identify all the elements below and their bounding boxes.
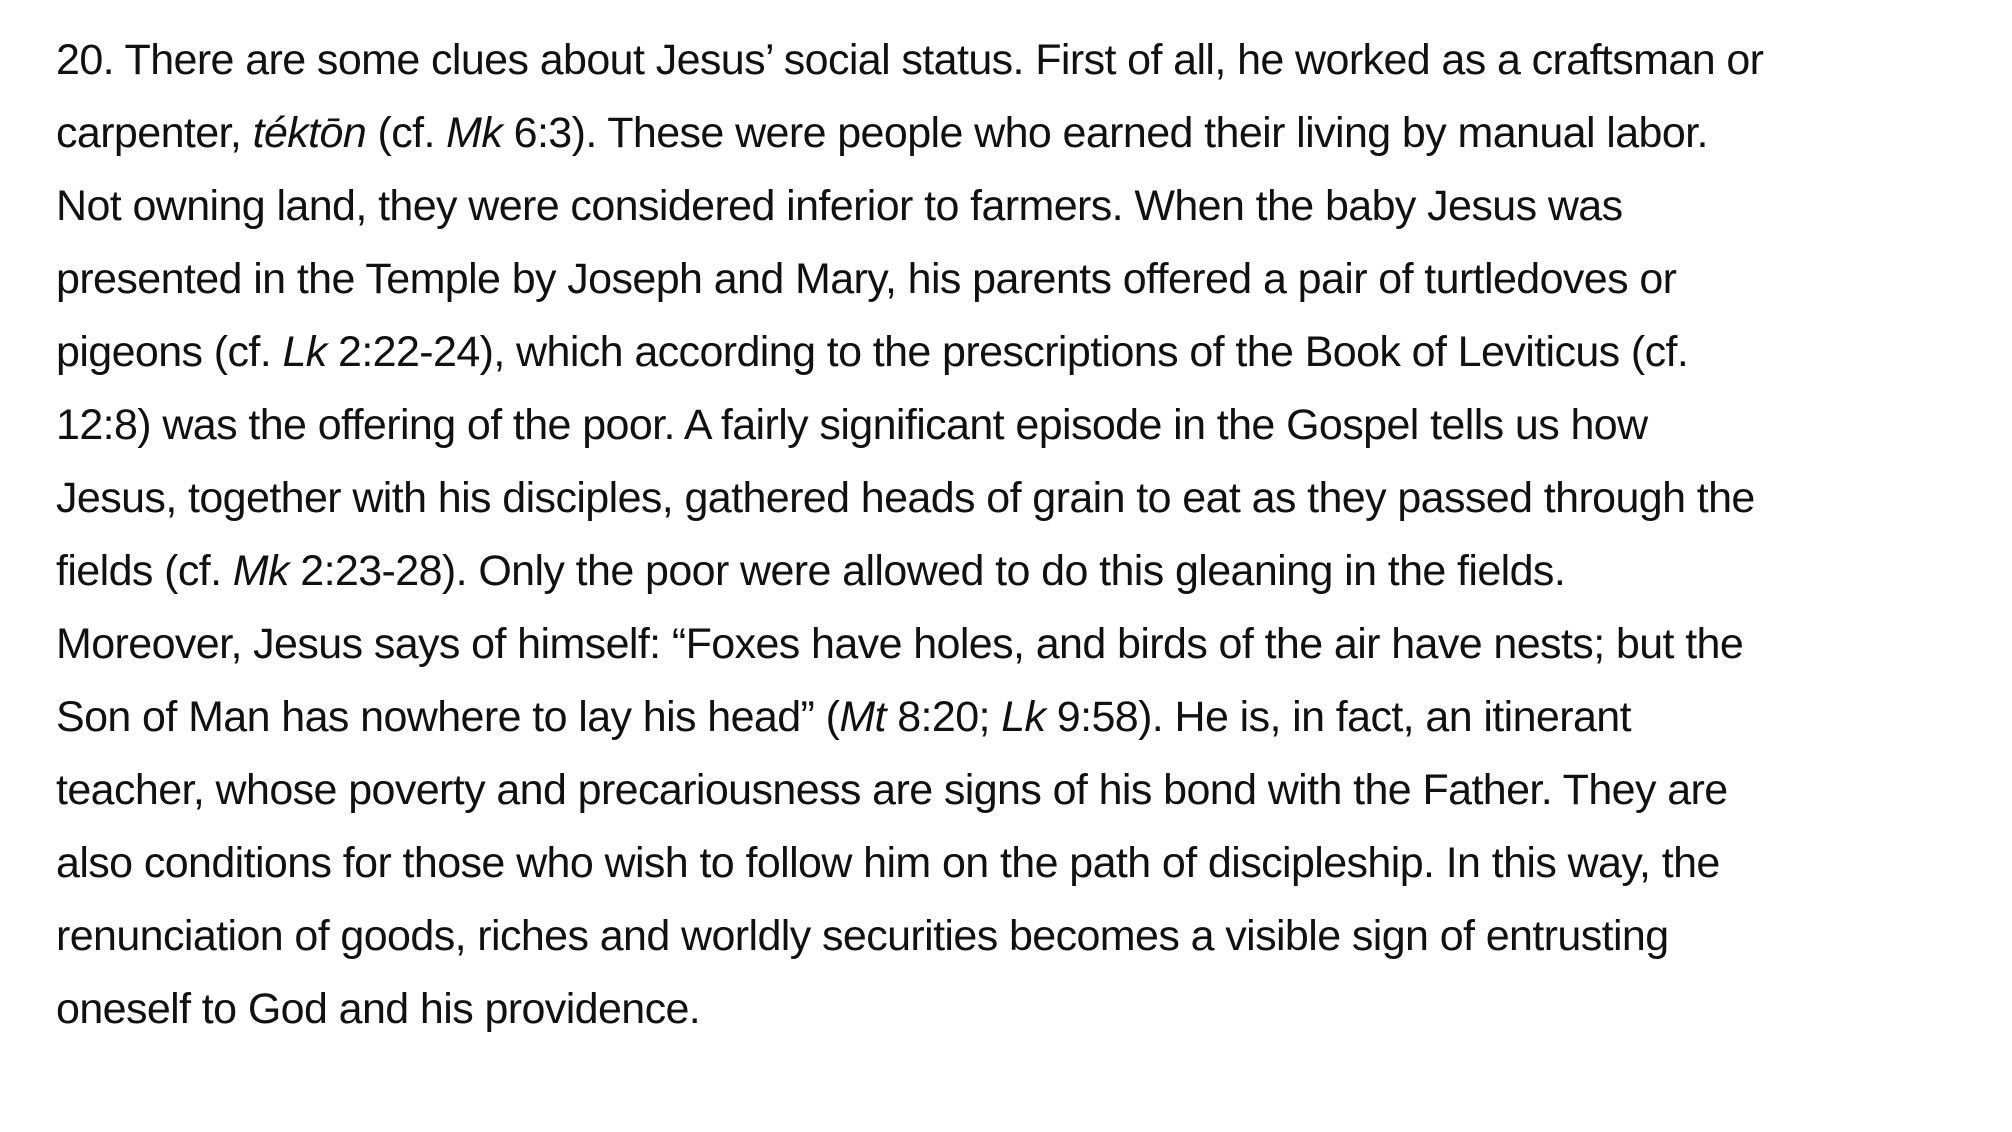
text-run: Son of Man has nowhere to lay his head” (	[56, 693, 840, 741]
text-run: Moreover, Jesus says of himself: “Foxes have holes, and birds of the air have nests; but the	[56, 620, 1744, 668]
text-run: renunciation of goods, riches and worldly securities becomes a visible sign of entrusting	[56, 912, 1669, 960]
text-line	[56, 389, 2006, 462]
text-run: fields (cf.	[56, 547, 233, 595]
text-run: 2:23-28). Only the poor were allowed to do this gleaning in the fields.	[288, 547, 1566, 595]
text-line	[56, 243, 2006, 316]
text-run: 20. There are some clues about Jesus’ social status. First of all, he worked as a craftsman or	[56, 36, 1764, 84]
text-line	[56, 754, 2006, 827]
text-run: carpenter,	[56, 109, 253, 157]
text-line	[56, 97, 2006, 170]
text-run: Not owning land, they were considered inferior to farmers. When the baby Jesus was	[56, 182, 1623, 230]
text-line	[56, 462, 2006, 535]
text-run: also conditions for those who wish to follow him on the path of discipleship. In this way, the	[56, 839, 1720, 887]
text-line	[56, 681, 2006, 754]
text-run: 12:8) was the offering of the poor. A fairly significant episode in the Gospel tells us how	[56, 401, 1648, 449]
text-run: 6:3). These were people who earned their living by manual labor.	[502, 109, 1708, 157]
text-run: pigeons (cf.	[56, 328, 283, 376]
text-line	[56, 827, 2006, 900]
text-run: teacher, whose poverty and precariousness are signs of his bond with the Father. They are	[56, 766, 1728, 814]
text-line	[56, 535, 2006, 608]
italic-term: téktōn	[252, 109, 367, 157]
text-line	[56, 316, 2006, 389]
text-run: Jesus, together with his disciples, gathered heads of grain to eat as they passed through the	[56, 474, 1755, 522]
text-run: 9:58). He is, in fact, an itinerant	[1045, 693, 1631, 741]
text-run: presented in the Temple by Joseph and Mary, his parents offered a pair of turtledoves or	[56, 255, 1677, 303]
text-run: (cf.	[366, 109, 447, 157]
text-line	[56, 24, 2006, 97]
scripture-book-abbrev: Mk	[232, 547, 289, 595]
scripture-book-abbrev: Mt	[839, 693, 886, 741]
scripture-book-abbrev: Lk	[282, 328, 327, 376]
text-run: oneself to God and his providence.	[56, 985, 701, 1033]
text-run: 8:20;	[885, 693, 1002, 741]
text-line	[56, 170, 2006, 243]
text-line	[56, 608, 2006, 681]
text-line	[56, 973, 2006, 1046]
text-run: 2:22-24), which according to the prescriptions of the Book of Leviticus (cf.	[326, 328, 1689, 376]
text-line	[56, 900, 2006, 973]
scripture-book-abbrev: Lk	[1001, 693, 1046, 741]
scripture-book-abbrev: Mk	[446, 109, 503, 157]
paragraph-20	[56, 24, 2006, 1046]
